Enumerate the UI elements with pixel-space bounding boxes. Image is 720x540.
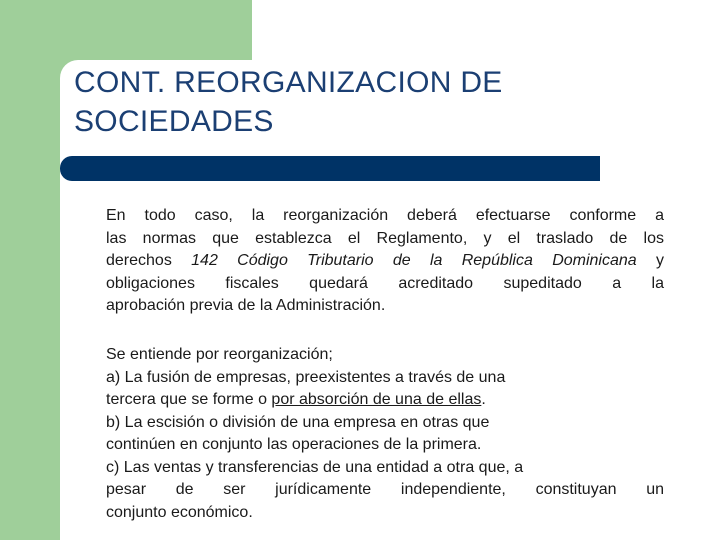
paragraph-1-line-5: aprobación previa de la Administración.	[106, 297, 386, 314]
line-3-prefix: tercera que se forme o	[106, 391, 272, 408]
paragraph-2-line-3	[106, 389, 664, 412]
line-3-prefix: derechos	[106, 252, 192, 269]
paragraph-1-line-1: En todo caso, la reorganización deberá efectuarse conforme a	[106, 207, 664, 224]
paragraph-2-line-1: Se entiende por reorganización;	[106, 346, 333, 363]
paragraph-2-line-5: continúen en conjunto las operaciones de la primera.	[106, 436, 482, 453]
paragraph-1-line-4: obligaciones fiscales quedará acreditado supeditado a la	[106, 274, 664, 292]
title-line-2: SOCIEDADES	[74, 105, 274, 138]
paragraph-1-line-3	[106, 250, 664, 273]
paragraph-1-line-2: las normas que establezca el Reglamento, y el traslado de los	[106, 229, 664, 247]
line-3-suffix: y	[636, 252, 664, 269]
absorption-phrase: por absorción de una de ellas	[271, 391, 482, 408]
paragraph-1	[106, 205, 664, 318]
line-3-suffix: .	[481, 391, 486, 408]
slide-title	[74, 63, 674, 141]
paragraph-2-line-4: b) La escisión o división de una empresa en otras que	[106, 413, 490, 431]
title-divider-bar	[60, 156, 600, 181]
paragraph-2-line-6: c) Las ventas y transferencias de una entidad a otra que, a	[106, 458, 524, 476]
paragraph-2-line-8: conjunto económico.	[106, 503, 253, 521]
tax-code-reference: 142 Código Tributario de la República Dominicana	[191, 252, 637, 269]
paragraph-2	[106, 344, 664, 524]
paragraph-2-line-2: a) La fusión de empresas, preexistentes a través de una	[106, 368, 506, 386]
paragraph-2-line-7: pesar de ser jurídicamente independiente, constituyan un	[106, 481, 664, 498]
title-line-1: CONT. REORGANIZACION DE	[74, 66, 503, 99]
